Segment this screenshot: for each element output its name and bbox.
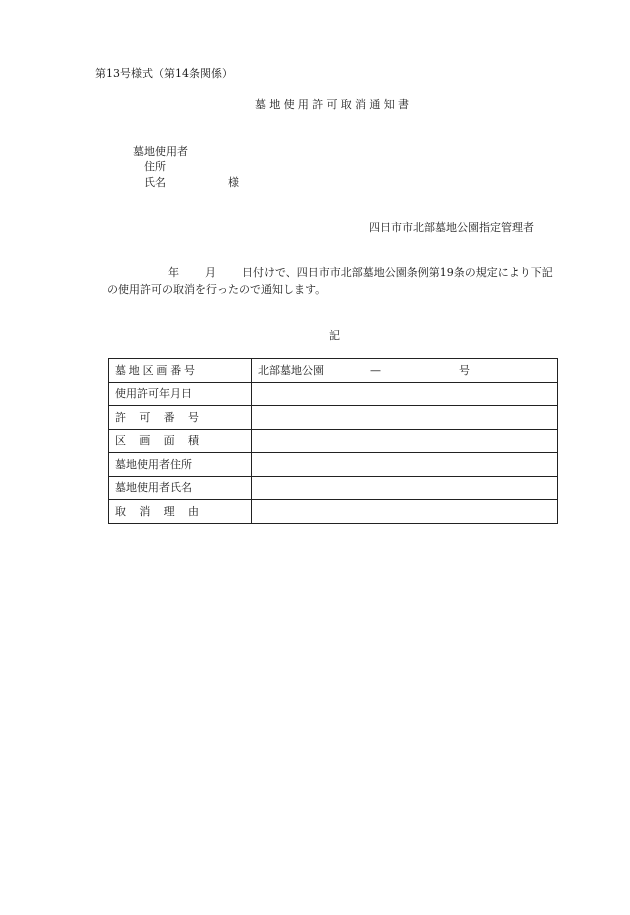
table-row — [109, 406, 558, 430]
label-char: 画 — [156, 363, 168, 377]
table-row — [109, 382, 558, 406]
table-row — [109, 453, 558, 477]
address-label: 住所 — [144, 160, 166, 173]
label-char: 許 — [115, 410, 126, 424]
plot-area-label — [109, 429, 252, 453]
issuer-name: 四日市市北部墓地公園指定管理者 — [369, 221, 534, 234]
label-char: 号 — [183, 363, 195, 377]
label-char: 可 — [139, 410, 151, 424]
table-row — [109, 500, 558, 524]
user-address-label: 墓地使用者住所 — [109, 453, 252, 477]
label-char: 面 — [163, 434, 175, 448]
label-char: 地 — [128, 363, 140, 377]
table-row — [109, 429, 558, 453]
label-char: 理 — [163, 504, 175, 518]
notice-body-text: 日付けで、四日市市北部墓地公園条例第19条の規定により下記 — [242, 266, 553, 279]
month-label: 月 — [205, 266, 216, 279]
year-label: 年 — [168, 266, 179, 279]
plot-number-value — [252, 359, 558, 383]
label-char: 区 — [115, 434, 126, 448]
user-name-value — [252, 476, 558, 500]
table-row — [109, 476, 558, 500]
notice-body-line-1 — [168, 267, 553, 278]
label-char: 由 — [187, 504, 199, 518]
plot-number-label — [109, 359, 252, 383]
user-name-label: 墓地使用者氏名 — [109, 476, 252, 500]
cancel-reason-label — [109, 500, 252, 524]
notice-body-line-2: の使用許可の取消を行ったので通知します。 — [107, 283, 327, 296]
park-name: 北部墓地公園 — [258, 363, 324, 377]
table-row — [109, 359, 558, 383]
addressee-label: 墓地使用者 — [133, 145, 188, 158]
label-char: 取 — [115, 504, 126, 518]
permit-date-value — [252, 382, 558, 406]
label-char: 番 — [170, 363, 182, 377]
name-label: 氏名 — [144, 176, 166, 189]
record-table — [108, 358, 558, 524]
plot-area-value — [252, 429, 558, 453]
ki-heading: 記 — [329, 329, 340, 342]
label-char: 区 — [142, 363, 154, 377]
user-address-value — [252, 453, 558, 477]
label-char: 号 — [187, 410, 199, 424]
permit-date-label: 使用許可年月日 — [109, 382, 252, 406]
plot-dash: — — [370, 363, 381, 377]
permit-number-value — [252, 406, 558, 430]
label-char: 墓 — [115, 363, 126, 377]
permit-number-label — [109, 406, 252, 430]
honorific-sama: 様 — [228, 176, 239, 189]
cancel-reason-value — [252, 500, 558, 524]
label-char: 消 — [139, 504, 151, 518]
document-title: 墓地使用許可取消通知書 — [255, 98, 413, 111]
label-char: 番 — [163, 410, 175, 424]
plot-go: 号 — [459, 363, 470, 377]
label-char: 画 — [139, 434, 151, 448]
form-number: 第13号様式（第14条関係） — [95, 67, 233, 80]
label-char: 積 — [187, 434, 199, 448]
